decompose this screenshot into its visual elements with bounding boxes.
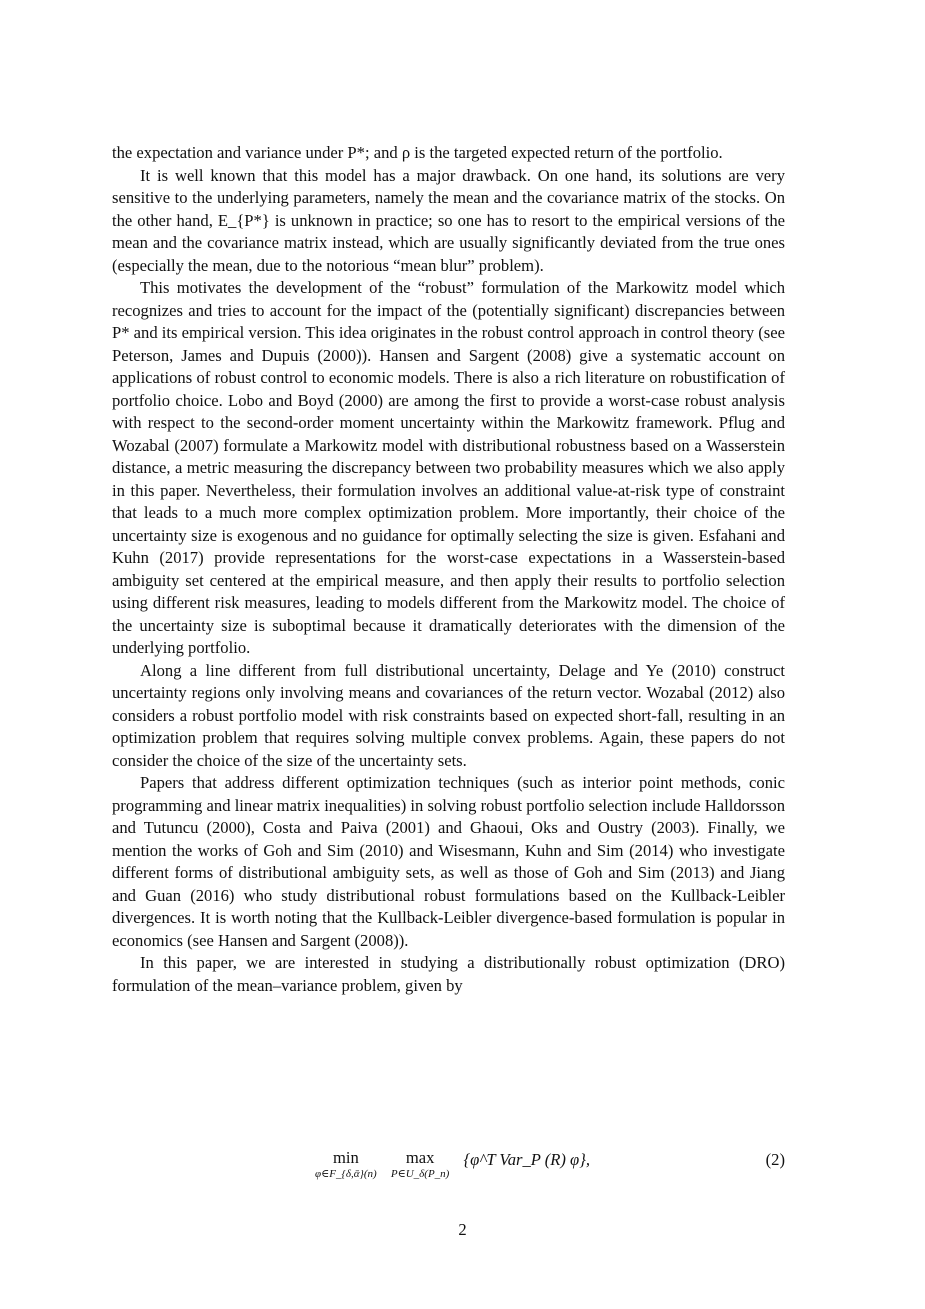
- min-subscript: φ∈F_{δ,ᾱ}(n): [315, 1168, 377, 1180]
- equation-number: (2): [765, 1150, 785, 1169]
- paragraph-6: In this paper, we are interested in studying a distributionally robust optimization (DRO) formulation of the mean–variance problem, given by: [112, 953, 785, 995]
- min-label: min: [332, 1148, 359, 1167]
- paragraph-4: Along a line different from full distributional uncertainty, Delage and Ye (2010) construct uncertainty regions only involving means and covariances of the return vector. Wozabal (2012) also considers a robust portfolio model with risk constraints based on expected short-fall, resulting in an optimization problem that requires solving multiple convex problems. Again, these papers do not consider the choice of the size of the uncertainty sets.: [112, 660, 785, 770]
- max-label: max: [405, 1148, 435, 1167]
- max-operator: [391, 1148, 449, 1180]
- min-operator: [315, 1148, 377, 1180]
- page-number: 2: [458, 1220, 467, 1239]
- paragraph-5: Papers that address different optimization techniques (such as interior point methods, conic programming and linear matrix inequalities) in solving robust portfolio selection include Halldorsson and Tutuncu (2000), Costa and Paiva (2001) and Ghaoui, Oks and Oustry (2003). Finally, we mention the works of Goh and Sim (2010) and Wisesmann, Kuhn and Sim (2014) who investigate different forms of distributional ambiguity sets, as well as those of Goh and Sim (2013) and Jiang and Guan (2016) who study distributional robust formulations based on the Kullback-Leibler divergences. It is worth noting that the Kullback-Leibler divergence-based formulation is popular in economics (see Hansen and Sargent (2008)).: [112, 773, 785, 950]
- paragraph-3: This motivates the development of the “robust” formulation of the Markowitz model which recognizes and tries to account for the impact of the (potentially significant) discrepancies between P* and its empirical version. This idea originates in the robust control approach in control theory (see Peterson, James and Dupuis (2000)). Hansen and Sargent (2008) give a systematic account on applications of robust control to economic models. There is also a rich literature on robustification of portfolio choice. Lobo and Boyd (2000) are among the first to provide a worst-case robust analysis with respect to the second-order moment uncertainty within the Markowitz framework. Pflug and Wozabal (2007) formulate a Markowitz model with distributional robustness based on a Wasserstein distance, a metric measuring the discrepancy between two probability measures which we also apply in this paper. Nevertheless, their formulation involves an additional value-at-risk type of constraint that leads to a much more complex optimization problem. More importantly, their choice of the uncertainty size is exogenous and no guidance for optimally selecting the size is given. Esfahani and Kuhn (2017) provide representations for the worst-case expectations in a Wasserstein-based ambiguity set centered at the empirical measure, and then apply their results to portfolio selection using different risk measures, leading to models different from the Markowitz model. The choice of the uncertainty size is suboptimal because it dramatically deteriorates with the dimension of the underlying portfolio.: [112, 278, 785, 657]
- equation-body: [315, 1148, 590, 1180]
- equation-2: [112, 1148, 785, 1188]
- paragraph-1: the expectation and variance under P*; and ρ is the targeted expected return of the portfolio.: [112, 143, 723, 162]
- paragraph-2: It is well known that this model has a major drawback. On one hand, its solutions are very sensitive to the underlying parameters, namely the mean and the covariance matrix of the stocks. On the other hand, E_{P*} is unknown in practice; so one has to resort to the empirical versions of the mean and the covariance matrix instead, which are usually significantly deviated from the true ones (especially the mean, due to the notorious “mean blur” problem).: [112, 165, 785, 275]
- equation-expression: {φ^T Var_P (R) φ},: [463, 1150, 591, 1169]
- body-text: [112, 142, 785, 997]
- max-subscript: P∈U_δ(P_n): [390, 1168, 450, 1180]
